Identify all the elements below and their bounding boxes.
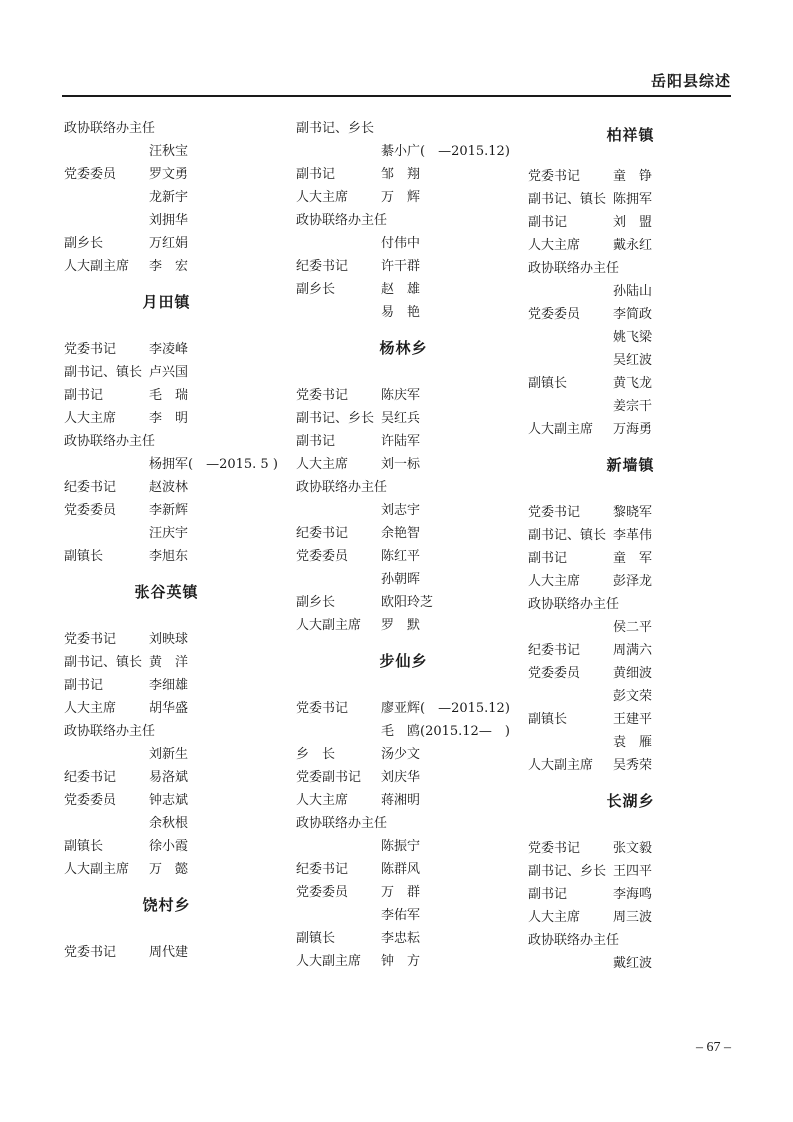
officer-row [64,545,269,568]
section [64,278,278,568]
officer-name: 李 明 [149,411,189,426]
officer-row [64,674,269,697]
officer-role: 政协联络办主任 [296,213,388,228]
officer-role: 党委委员 [296,885,349,900]
officer-row [528,754,733,777]
officer-row [528,257,733,280]
officer-name: 廖亚辉( —2015.12) [381,701,510,716]
officer-row [296,278,511,301]
officer-name: 陈振宁 [381,839,421,854]
officer-row [296,140,511,163]
section-title: 杨林乡 [379,339,428,357]
officer-row [64,117,269,140]
officer-row [64,697,269,720]
officer-row [296,301,511,324]
officer-row [528,570,733,593]
column-2 [296,117,511,973]
section [528,441,733,777]
section-title: 柏祥镇 [606,126,655,144]
officer-row [528,708,733,731]
officer-role: 副书记、镇长 [64,655,143,670]
officer-row [528,837,733,860]
officer-row [296,591,511,614]
officer-role: 人大副主席 [528,758,594,773]
officer-row [528,952,733,975]
officer-row [528,731,733,754]
officer-name: 吴红波 [613,353,653,368]
officer-role: 人大主席 [296,457,349,472]
officer-name: 万红娟 [149,236,189,251]
officer-role: 政协联络办主任 [64,121,156,136]
officer-row [528,280,733,303]
officer-row [64,163,269,186]
section [64,881,269,964]
officer-name: 黄飞龙 [613,376,653,391]
officer-row [296,812,511,835]
officer-role: 政协联络办主任 [64,434,156,449]
officer-role: 党委副书记 [296,770,362,785]
section-title: 月田镇 [142,293,191,311]
section-gap [64,929,269,941]
officer-row [64,476,269,499]
officer-row [64,255,269,278]
officer-row [64,209,269,232]
officer-name: 刘 盟 [613,215,653,230]
officer-name: 刘一标 [381,457,421,472]
officer-row [296,163,511,186]
officer-row [528,883,733,906]
officer-name: 杨拥军( —2015. 5 ) [149,457,278,472]
officer-role: 副乡长 [296,282,336,297]
officer-role: 副书记、镇长 [528,528,607,543]
officer-role: 党委委员 [528,307,581,322]
officer-name: 陈红平 [381,549,421,564]
officer-name: 刘拥华 [149,213,189,228]
officer-name: 李 宏 [149,259,189,274]
officer-name: 万 群 [381,885,421,900]
officer-row [296,476,511,499]
officer-name: 戴红波 [613,956,653,971]
officer-role: 政协联络办主任 [296,480,388,495]
officer-name: 易洛斌 [149,770,189,785]
officer-role: 副书记 [528,551,568,566]
officer-row [296,407,511,430]
officer-name: 邹 翔 [381,167,421,182]
officer-role: 党委书记 [64,342,117,357]
officer-role: 乡 长 [296,747,336,762]
officer-role: 党委委员 [528,666,581,681]
officer-role: 纪委书记 [296,862,349,877]
officer-row [64,858,269,881]
officer-row [296,186,511,209]
officer-row [528,639,733,662]
officer-row [64,941,269,964]
officer-name: 卢兴国 [149,365,189,380]
officer-name: 李佑军 [381,908,421,923]
officer-name: 孙朝晖 [381,572,421,587]
officer-role: 人大主席 [528,910,581,925]
officer-name: 戴永红 [613,238,653,253]
officer-row [64,766,269,789]
officer-row [64,140,269,163]
officer-role: 人大主席 [296,793,349,808]
officer-row [64,338,269,361]
header-rule [62,95,731,97]
page-number: – 67 – [696,1040,731,1055]
officer-role: 党委书记 [296,701,349,716]
officer-row [528,372,733,395]
officer-name: 欧阳玲芝 [381,595,434,610]
officer-row [528,929,733,952]
officer-name: 徐小霞 [149,839,189,854]
officer-row [296,232,511,255]
officer-name: 彭泽龙 [613,574,653,589]
officer-name: 李革伟 [613,528,653,543]
officer-name: 李忠耘 [381,931,421,946]
officer-name: 陈庆军 [381,388,421,403]
officer-row [64,407,269,430]
officer-name: 许干群 [381,259,421,274]
officer-name: 李旭东 [149,549,189,564]
officer-name: 刘庆华 [381,770,421,785]
officer-name: 陈群风 [381,862,421,877]
officer-name: 彭文荣 [613,689,653,704]
section-gap [528,153,733,165]
officer-row [296,568,511,591]
officer-row [528,906,733,929]
officer-name: 黎晓军 [613,505,653,520]
officer-name: 罗 默 [381,618,421,633]
officer-name: 陈拥军 [613,192,653,207]
officer-name: 童 军 [613,551,653,566]
officer-row [64,499,269,522]
officer-row [64,628,269,651]
officer-role: 政协联络办主任 [528,597,620,612]
officer-role: 政协联络办主任 [64,724,156,739]
officer-name: 李凌峰 [149,342,189,357]
officer-name: 李简政 [613,307,653,322]
officer-row [528,349,733,372]
officer-name: 万 辉 [381,190,421,205]
officer-role: 人大副主席 [64,259,130,274]
officer-row [64,522,269,545]
officer-role: 副书记、镇长 [64,365,143,380]
section-title: 步仙乡 [379,652,428,670]
officer-row [64,720,269,743]
officer-name: 赵 雄 [381,282,421,297]
officer-row [296,697,511,720]
officer-row [64,651,269,674]
officer-role: 副镇长 [528,712,568,727]
officer-row [64,743,269,766]
officer-role: 党委委员 [296,549,349,564]
section [296,117,511,324]
officer-role: 人大主席 [528,574,581,589]
section-gap [296,372,511,384]
officer-name: 许陆军 [381,434,421,449]
officer-row [296,720,511,743]
officer-row [296,209,511,232]
officer-name: 刘新生 [149,747,189,762]
officer-role: 纪委书记 [64,480,117,495]
section-gap [296,685,511,697]
officer-name: 毛 鸥(2015.12— ) [381,724,510,739]
section-title: 新墙镇 [606,456,655,474]
officer-row [296,545,511,568]
section [528,777,733,975]
officer-name: 周代建 [149,945,189,960]
officer-role: 党委书记 [296,388,349,403]
officer-row [528,524,733,547]
officer-row [64,812,269,835]
officer-row [528,616,733,639]
officer-row [296,453,511,476]
officer-row [296,789,511,812]
officer-name: 汪秋宝 [149,144,189,159]
column-3 [528,117,733,975]
officer-name: 钟 方 [381,954,421,969]
officer-row [64,430,269,453]
officer-role: 副镇长 [528,376,568,391]
officer-row [296,950,511,973]
section [528,117,733,441]
section-gap [64,616,269,628]
officer-role: 政协联络办主任 [296,816,388,831]
officer-row [296,522,511,545]
officer-row [296,766,511,789]
officer-row [528,303,733,326]
officer-role: 党委书记 [64,945,117,960]
officer-name: 王建平 [613,712,653,727]
officer-name: 付伟中 [381,236,421,251]
officer-row [528,418,733,441]
officer-role: 党委书记 [528,169,581,184]
section-gap [528,825,733,837]
officer-role: 党委书记 [528,505,581,520]
officer-row [296,614,511,637]
section [296,324,511,637]
officer-name: 姚飞梁 [613,330,653,345]
officer-row [64,384,269,407]
officer-name: 张文毅 [613,841,653,856]
officer-row [528,211,733,234]
officer-row [296,858,511,881]
officer-name: 侯二平 [613,620,653,635]
officer-role: 人大副主席 [64,862,130,877]
officer-name: 李细雄 [149,678,189,693]
officer-name: 余秋根 [149,816,189,831]
section-title: 张谷英镇 [134,583,199,601]
officer-name: 刘志宇 [381,503,421,518]
officer-role: 副书记 [296,167,336,182]
section [64,117,269,278]
officer-name: 胡华盛 [149,701,189,716]
officer-role: 党委委员 [64,503,117,518]
officer-role: 党委书记 [528,841,581,856]
officer-name: 汤少文 [381,747,421,762]
officer-name: 姜宗干 [613,399,653,414]
officer-role: 副书记、镇长 [528,192,607,207]
officer-role: 人大副主席 [528,422,594,437]
officer-name: 余艳智 [381,526,421,541]
section [296,637,511,973]
officer-role: 纪委书记 [296,526,349,541]
section-gap [528,489,733,501]
officer-name: 童 铮 [613,169,653,184]
officer-name: 綦小广( —2015.12) [381,144,510,159]
officer-name: 赵波林 [149,480,189,495]
officer-row [528,165,733,188]
officer-role: 纪委书记 [296,259,349,274]
officer-row [296,881,511,904]
officer-row [296,117,511,140]
officer-role: 党委委员 [64,167,117,182]
section-gap [64,326,269,338]
officer-role: 副乡长 [64,236,104,251]
officer-row [528,501,733,524]
officer-row [528,234,733,257]
officer-name: 钟志斌 [149,793,189,808]
officer-row [64,789,269,812]
officer-name: 吴秀荣 [613,758,653,773]
officer-role: 人大主席 [528,238,581,253]
officer-role: 党委书记 [64,632,117,647]
officer-name: 李新辉 [149,503,189,518]
officer-role: 纪委书记 [528,643,581,658]
officer-name: 万 懿 [149,862,189,877]
officer-name: 王四平 [613,864,653,879]
officer-role: 副书记、乡长 [296,411,375,426]
officer-row [296,927,511,950]
officer-name: 刘映球 [149,632,189,647]
officer-name: 袁 雁 [613,735,653,750]
officer-name: 易 艳 [381,305,421,320]
column-1 [64,117,278,964]
officer-name: 孙陆山 [613,284,653,299]
officer-row [64,361,269,384]
officer-role: 副乡长 [296,595,336,610]
officer-role: 副书记 [296,434,336,449]
officer-role: 人大主席 [64,411,117,426]
officer-name: 黄 洋 [149,655,189,670]
officer-row [296,430,511,453]
officer-row [296,835,511,858]
officer-name: 汪庆宇 [149,526,189,541]
officer-role: 副书记、乡长 [296,121,375,136]
officer-role: 人大副主席 [296,954,362,969]
officer-row [296,384,511,407]
officer-role: 人大主席 [64,701,117,716]
officer-row [528,188,733,211]
officer-name: 李海鸣 [613,887,653,902]
officer-name: 吴红兵 [381,411,421,426]
officer-row [528,860,733,883]
officer-row [296,904,511,927]
officer-role: 副书记 [64,388,104,403]
officer-role: 政协联络办主任 [528,933,620,948]
officer-row [64,453,278,476]
officer-row [528,326,733,349]
officer-row [528,547,733,570]
officer-role: 副镇长 [296,931,336,946]
officer-name: 毛 瑞 [149,388,189,403]
officer-name: 蒋湘明 [381,793,421,808]
officer-name: 龙新宇 [149,190,189,205]
officer-row [64,186,269,209]
officer-name: 罗文勇 [149,167,189,182]
section [64,568,269,881]
officer-role: 副书记 [528,215,568,230]
officer-role: 副镇长 [64,549,104,564]
officer-name: 万海勇 [613,422,653,437]
section-title: 长湖乡 [606,792,655,810]
officer-row [64,835,269,858]
section-title: 饶村乡 [142,896,191,914]
officer-row [528,685,733,708]
officer-role: 党委委员 [64,793,117,808]
officer-name: 周三波 [613,910,653,925]
officer-row [528,395,733,418]
officer-row [296,255,511,278]
officer-name: 黄细波 [613,666,653,681]
officer-role: 副书记 [528,887,568,902]
officer-role: 副书记、乡长 [528,864,607,879]
officer-row [528,662,733,685]
officer-row [296,499,511,522]
running-header-title: 岳阳县综述 [650,72,731,90]
officer-role: 副镇长 [64,839,104,854]
officer-role: 人大主席 [296,190,349,205]
officer-row [296,743,511,766]
officer-row [64,232,269,255]
officer-row [528,593,733,616]
officer-role: 人大副主席 [296,618,362,633]
officer-role: 副书记 [64,678,104,693]
officer-name: 周满六 [613,643,653,658]
officer-role: 政协联络办主任 [528,261,620,276]
officer-role: 纪委书记 [64,770,117,785]
